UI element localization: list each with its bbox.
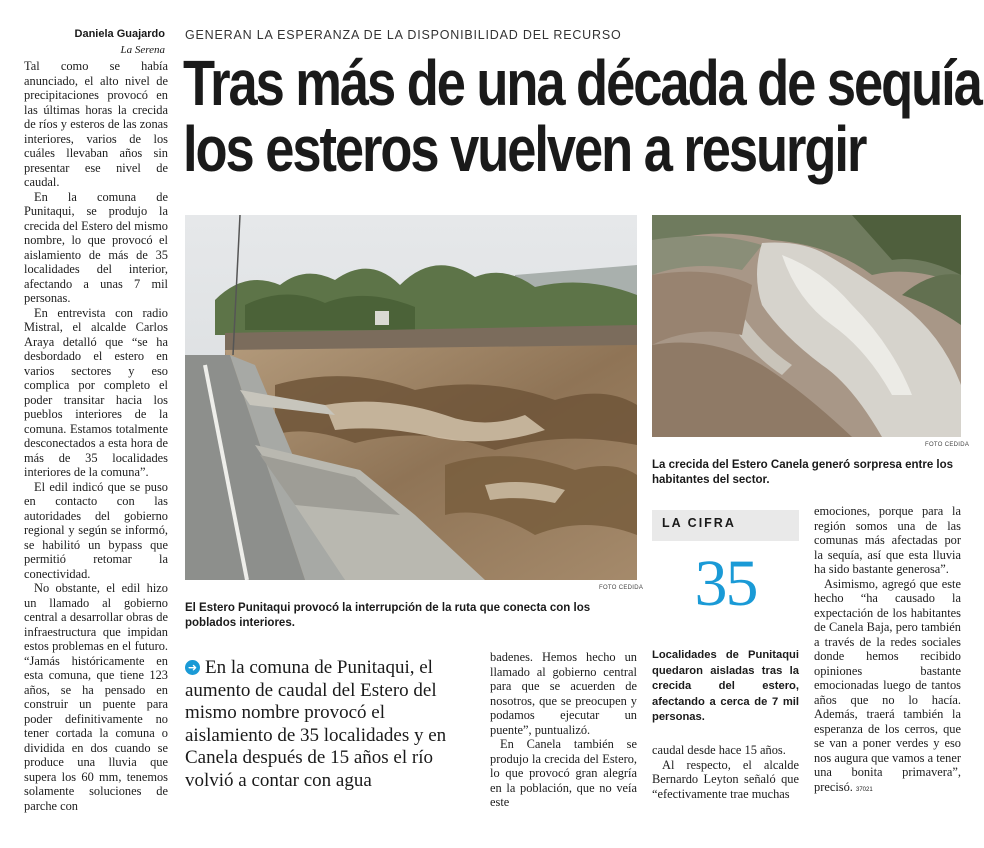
headline-line-1: Tras más de una década de sequía [183,47,981,119]
headline [183,47,981,185]
paragraph: badenes. Hemos hecho un llamado al gobierno central para que se acuerden de nosotros, que se preocupen y podamos ejecutar un puente”, puntualizó. [490,650,637,737]
canela-estuary-image [652,215,961,437]
main-photo-credit: FOTO CEDIDA [599,585,644,591]
headline-line-2: los esteros vuelven a resurgir [183,113,866,185]
paragraph: caudal desde hace 15 años. [652,743,786,757]
cifra-label: LA CIFRA [662,516,736,530]
cifra-text: Localidades de Punitaqui quedaron aisladas tras la crecida del estero, afectando a cerca de 7 mil personas. [652,649,799,723]
article-code: 37021 [856,786,873,793]
body-column-3 [490,650,637,810]
paragraph: Tal como se había anunciado, el alto nivel de precipitaciones provocó en las últimas horas la crecida de ríos y esteros de las zonas interiores, varios de los cuáles llevaban años sin presentar ese nivel de caudal. [24,59,168,189]
paragraph: No obstante, el edil hizo un llamado al gobierno central a desarrollar obras de infraestructura que impidan estos problemas en el futuro. “Jamás históricamente en esta comuna, que tiene 123 años, se ha pensado en construir un puente para poder definitivamente no tener cortada la comuna o dividida en dos cuando se produce una lluvia que supera los 60 mm, tenemos solamente soluciones de parche con [24,581,168,813]
paragraph: El edil indicó que se puso en contacto con las autoridades del gobierno regional y según se informó, se habilitó un bypass que permitió retomar la conectividad. [24,479,168,581]
author-name: Daniela Guajardo [74,28,165,40]
main-photo [185,215,637,580]
lead-paragraph [185,657,475,792]
body-column-1 [24,59,168,813]
paragraph: Al respecto, el alcalde Bernardo Leyton señaló que “efectivamente trae muchas [652,757,799,801]
cifra-number: 35 [694,547,757,620]
lead-text: En la comuna de Punitaqui, el aumento de caudal del Estero del mismo nombre provocó el aislamiento de 35 localidades y en Canela después de 15 años el río volvió a contar con agua [185,657,447,791]
side-photo [652,215,961,437]
paragraph: En la comuna de Punitaqui, se produjo la crecida del Estero del mismo nombre, lo que provocó el aislamiento de más de 35 localidades del interior, afectando a unas 7 mil personas. [24,189,168,305]
arrow-right-icon: ➜ [185,660,200,675]
body-column-4 [652,743,799,801]
paragraph-text: Asimismo, agregó que este hecho “ha causado la expectación de los habitantes de Canela Baja, pero también a través de la redes sociales donde hemos recibido opiniones bastante emocionadas luego de tantos años que no lo hacía. Además, traerá también la esperanza de los cerros, que se van a poner verdes y eso nos augura que vamos a tener una bonita primavera”, precisó. [814,576,961,794]
main-photo-caption: El Estero Punitaqui provocó la interrupción de la ruta que conecta con los poblados interiores. [185,602,591,629]
paragraph: En entrevista con radio Mistral, el alcalde Carlos Araya detalló que “se ha desbordado el estero en varios sectores y eso complica por completo el poder transitar hacia los pueblos interiores de la comuna. Estamos totalmente desconectados a esta hora de más de 35 localidades interiores de la comuna”. [24,305,168,479]
kicker: GENERAN LA ESPERANZA DE LA DISPONIBILIDAD DEL RECURSO [185,28,622,42]
side-photo-caption: La crecida del Estero Canela generó sorpresa entre los habitantes del sector. [652,459,954,486]
paragraph [814,577,961,798]
paragraph: emociones, porque para la región somos una de las comunas más afectadas por la sequía, así que esta lluvia ha sido bastante generosa”. [814,504,961,576]
side-photo-credit: FOTO CEDIDA [925,442,970,448]
paragraph: En Canela también se produjo la crecida del Estero, lo que provocó gran alegría en la población, que no veía este [490,737,637,809]
author-location: La Serena [120,44,165,56]
body-column-5 [814,504,961,797]
flood-road-image [185,215,637,580]
